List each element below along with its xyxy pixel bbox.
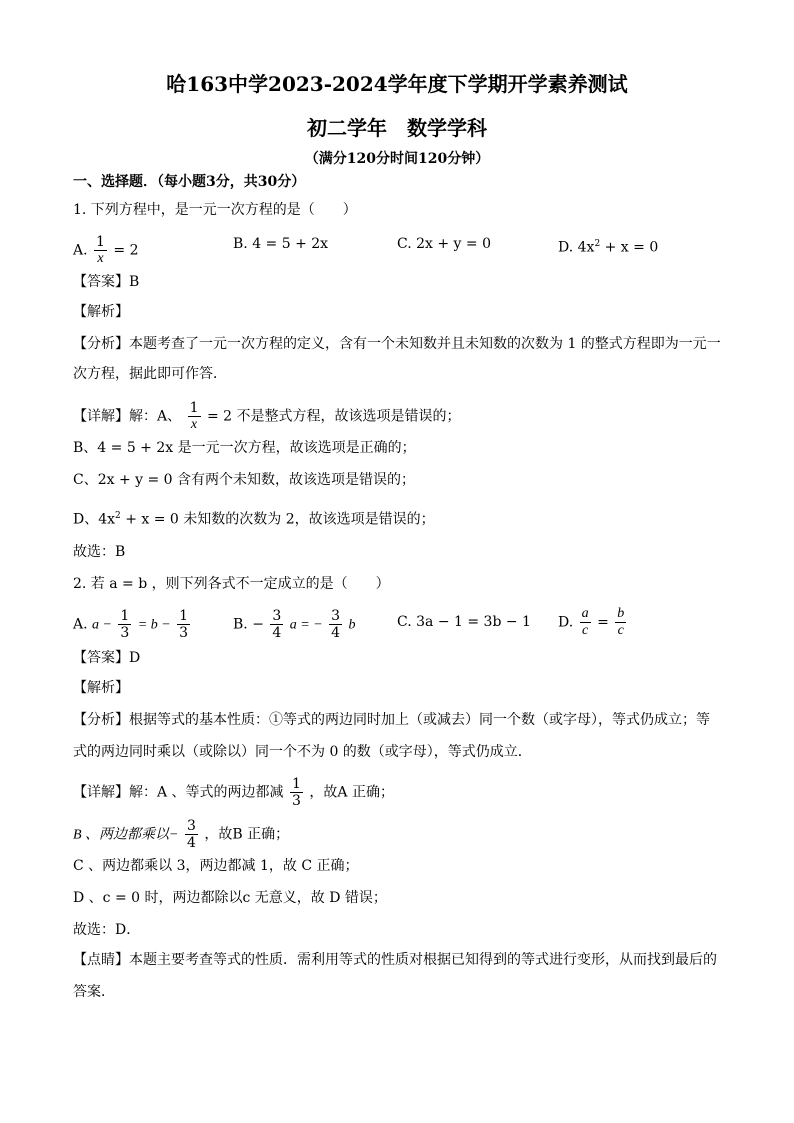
q1-detail-d: D、$4x^2 + x = 0$ 未知数的次数为 2，故该选项是错误的； [73, 511, 435, 528]
q1-answer: 【答案】B [73, 274, 140, 290]
q2-detail-b: B 、两边都乘以− $\frac{3}{4}$ ，故B 正确； [73, 818, 290, 851]
fraction: $\frac{3}{4}$ [272, 608, 282, 641]
q1-option-a: A. $\frac{1}{x}$ = 2 [73, 234, 139, 266]
q2-fenxi-line1: 【分析】根据等式的基本性质：①等式的两边同时加上（或减去）同一个数（或字母），等式仍成立；等 [73, 712, 710, 728]
q1-detail-b: B、4 = 5 + 2x 是一元一次方程，故该选项是正确的； [73, 440, 416, 456]
q1-fenxi-line2: 次方程，据此即可作答． [73, 366, 227, 382]
q1-stem: 1. 下列方程中，是一元一次方程的是（ ） [73, 202, 357, 218]
fraction: $\frac{1}{x}$ [96, 234, 105, 266]
q2-dianjing-line1: 【点睛】本题主要考查等式的性质．需利用等式的性质对根据已知得到的等式进行变形，从而找到最后的 [73, 952, 717, 968]
fraction: $\frac{1}{3}$ [292, 776, 301, 809]
q2-option-c: C. 3a − 1 = 3b − 1 [397, 614, 531, 630]
page-subtitle: 初二学年 数学学科 [307, 116, 487, 140]
q2-fenxi-line2: 式的两边同时乘以（或除以）同一个不为 0 的数（或字母），等式仍成立． [73, 744, 532, 760]
page-title: 哈163中学2023-2024学年度下学期开学素养测试 [166, 72, 628, 96]
fraction: $\frac{1}{3}$ [120, 608, 130, 641]
q2-detail-a: 【详解】解：A 、等式的两边都减 $\frac{1}{3}$ ，故A 正确； [73, 776, 394, 809]
q1-option-d: D. $4x^2 + x = 0$ [558, 239, 659, 256]
q1-fenxi-line1: 【分析】本题考查了一元一次方程的定义，含有一个未知数并且未知数的次数为 1 的整式方程即为一元一 [73, 336, 721, 352]
q1-detail-a: 【详解】解：A、 $\frac{1}{x}$ = 2 不是整式方程，故该选项是错误的； [73, 400, 461, 432]
q2-analysis-label: 【解析】 [73, 680, 129, 696]
section-heading: 一、选择题．（每小题3分，共30分） [73, 174, 306, 190]
q2-option-b: B. − $\frac{3}{4}$ a = − $\frac{3}{4}$ b [233, 608, 356, 641]
fraction: $\frac{3}{4}$ [186, 818, 196, 851]
q2-option-a: A. a − $\frac{1}{3}$ = b − $\frac{1}{3}$ [73, 608, 189, 641]
exam-note: （满分120分时间120分钟） [304, 151, 490, 167]
fraction: $\frac{3}{4}$ [331, 608, 341, 641]
q1-option-b: B. 4 = 5 + 2x [233, 236, 329, 252]
q2-option-d: D. $\frac{a}{c}$ = $\frac{b}{c}$ [558, 606, 625, 638]
q1-choose: 故选：B [73, 544, 126, 560]
fraction: $\frac{a}{c}$ [581, 606, 589, 638]
q1-analysis-label: 【解析】 [73, 304, 129, 320]
q2-stem: 2. 若 a = b ，则下列各式不一定成立的是（ ） [73, 576, 390, 592]
q2-dianjing-line2: 答案． [73, 984, 115, 1000]
q2-answer: 【答案】D [73, 650, 141, 666]
q2-choose: 故选：D． [73, 922, 141, 938]
q1-detail-c: C、2x + y = 0 含有两个未知数，故该选项是错误的； [73, 472, 416, 488]
fraction: $\frac{b}{c}$ [617, 606, 625, 638]
fraction: $\frac{1}{3}$ [179, 608, 189, 641]
q1-option-c: C. 2x + y = 0 [397, 236, 491, 252]
fraction: $\frac{1}{x}$ [189, 400, 199, 432]
q2-detail-c: C 、两边都乘以 3，两边都减 1，故 C 正确； [73, 858, 359, 874]
q2-detail-d: D 、c = 0 时，两边都除以c 无意义，故 D 错误； [73, 890, 387, 906]
